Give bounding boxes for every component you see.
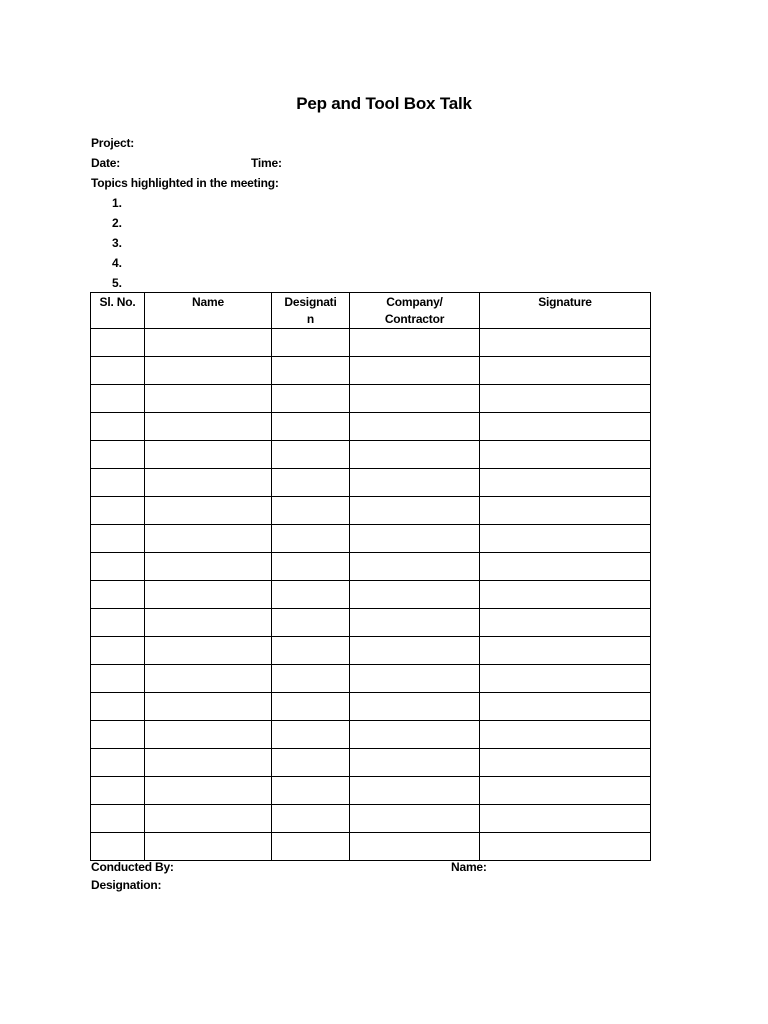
- cell-signature[interactable]: [480, 581, 651, 609]
- table-row: [91, 777, 651, 805]
- header-sl-no: Sl. No.: [91, 293, 145, 329]
- cell-designation[interactable]: [272, 805, 350, 833]
- topic-item: 1.: [112, 196, 123, 210]
- cell-sl-no[interactable]: [91, 497, 145, 525]
- cell-sl-no[interactable]: [91, 581, 145, 609]
- cell-signature[interactable]: [480, 469, 651, 497]
- cell-name[interactable]: [145, 777, 272, 805]
- project-label: Project:: [91, 136, 135, 150]
- header-designation-line1: Designati: [284, 295, 337, 309]
- cell-name[interactable]: [145, 525, 272, 553]
- cell-sl-no[interactable]: [91, 805, 145, 833]
- cell-designation[interactable]: [272, 329, 350, 357]
- table-row: [91, 637, 651, 665]
- table-row: [91, 329, 651, 357]
- topics-list: [112, 195, 122, 295]
- table-row: [91, 385, 651, 413]
- table-row: [91, 665, 651, 693]
- cell-signature[interactable]: [480, 749, 651, 777]
- table-body: [91, 329, 651, 861]
- cell-sl-no[interactable]: [91, 525, 145, 553]
- cell-signature[interactable]: [480, 777, 651, 805]
- cell-signature[interactable]: [480, 665, 651, 693]
- cell-sl-no[interactable]: [91, 637, 145, 665]
- cell-signature[interactable]: [480, 553, 651, 581]
- cell-designation[interactable]: [272, 833, 350, 861]
- designation-label: Designation:: [91, 878, 162, 892]
- cell-company[interactable]: [350, 609, 480, 637]
- cell-signature[interactable]: [480, 609, 651, 637]
- cell-company[interactable]: [350, 693, 480, 721]
- cell-name[interactable]: [145, 805, 272, 833]
- cell-name[interactable]: [145, 469, 272, 497]
- cell-sl-no[interactable]: [91, 385, 145, 413]
- cell-signature[interactable]: [480, 385, 651, 413]
- cell-sl-no[interactable]: [91, 413, 145, 441]
- cell-sl-no[interactable]: [91, 357, 145, 385]
- cell-sl-no[interactable]: [91, 693, 145, 721]
- cell-sl-no[interactable]: [91, 329, 145, 357]
- table-row: [91, 525, 651, 553]
- cell-signature[interactable]: [480, 805, 651, 833]
- cell-name[interactable]: [145, 497, 272, 525]
- table-row: [91, 497, 651, 525]
- cell-company[interactable]: [350, 777, 480, 805]
- cell-name[interactable]: [145, 329, 272, 357]
- header-designation: [272, 293, 350, 329]
- page-title: Pep and Tool Box Talk: [296, 94, 472, 113]
- cell-signature[interactable]: [480, 525, 651, 553]
- cell-designation[interactable]: [272, 497, 350, 525]
- topics-label: Topics highlighted in the meeting:: [91, 176, 279, 190]
- cell-company[interactable]: [350, 357, 480, 385]
- cell-sl-no[interactable]: [91, 441, 145, 469]
- cell-designation[interactable]: [272, 385, 350, 413]
- cell-company[interactable]: [350, 637, 480, 665]
- cell-company[interactable]: [350, 665, 480, 693]
- cell-company[interactable]: [350, 749, 480, 777]
- table-row: [91, 441, 651, 469]
- cell-signature[interactable]: [480, 497, 651, 525]
- cell-sl-no[interactable]: [91, 609, 145, 637]
- topic-item: 3.: [112, 236, 123, 250]
- cell-sl-no[interactable]: [91, 777, 145, 805]
- topic-item: 4.: [112, 256, 123, 270]
- header-company-line1: Company/: [386, 295, 443, 309]
- cell-company[interactable]: [350, 413, 480, 441]
- topic-item: 2.: [112, 216, 123, 230]
- table-row: [91, 357, 651, 385]
- cell-name[interactable]: [145, 665, 272, 693]
- table-row: [91, 553, 651, 581]
- cell-sl-no[interactable]: [91, 749, 145, 777]
- cell-company[interactable]: [350, 805, 480, 833]
- cell-designation[interactable]: [272, 609, 350, 637]
- cell-name[interactable]: [145, 609, 272, 637]
- cell-designation[interactable]: [272, 525, 350, 553]
- table-row: [91, 721, 651, 749]
- name-label: Name:: [451, 860, 487, 874]
- table-row: [91, 833, 651, 861]
- table-row: [91, 805, 651, 833]
- cell-name[interactable]: [145, 749, 272, 777]
- cell-designation[interactable]: [272, 693, 350, 721]
- time-label: Time:: [251, 156, 282, 170]
- cell-designation[interactable]: [272, 721, 350, 749]
- cell-designation[interactable]: [272, 441, 350, 469]
- header-company-line2: Contractor: [384, 312, 445, 326]
- table-header-row: [91, 293, 651, 329]
- cell-designation[interactable]: [272, 581, 350, 609]
- cell-name[interactable]: [145, 721, 272, 749]
- table-row: [91, 413, 651, 441]
- cell-signature[interactable]: [480, 693, 651, 721]
- cell-designation[interactable]: [272, 749, 350, 777]
- attendance-table: [90, 292, 651, 861]
- cell-name[interactable]: [145, 413, 272, 441]
- cell-signature[interactable]: [480, 721, 651, 749]
- date-label: Date:: [91, 156, 121, 170]
- header-name: Name: [145, 293, 272, 329]
- cell-company[interactable]: [350, 721, 480, 749]
- cell-sl-no[interactable]: [91, 721, 145, 749]
- table-row: [91, 609, 651, 637]
- cell-signature[interactable]: [480, 329, 651, 357]
- cell-company[interactable]: [350, 329, 480, 357]
- cell-name[interactable]: [145, 581, 272, 609]
- table-row: [91, 749, 651, 777]
- header-designation-line2: n: [306, 312, 315, 326]
- cell-designation[interactable]: [272, 469, 350, 497]
- cell-company[interactable]: [350, 525, 480, 553]
- cell-designation[interactable]: [272, 777, 350, 805]
- cell-company[interactable]: [350, 469, 480, 497]
- cell-company[interactable]: [350, 385, 480, 413]
- cell-signature[interactable]: [480, 637, 651, 665]
- cell-sl-no[interactable]: [91, 469, 145, 497]
- table-row: [91, 469, 651, 497]
- cell-sl-no[interactable]: [91, 553, 145, 581]
- cell-name[interactable]: [145, 357, 272, 385]
- cell-name[interactable]: [145, 553, 272, 581]
- table-row: [91, 581, 651, 609]
- topic-item: 5.: [112, 276, 123, 290]
- cell-name[interactable]: [145, 637, 272, 665]
- cell-signature[interactable]: [480, 413, 651, 441]
- table-row: [91, 693, 651, 721]
- header-signature: Signature: [480, 293, 651, 329]
- cell-signature[interactable]: [480, 833, 651, 861]
- cell-name[interactable]: [145, 833, 272, 861]
- cell-name[interactable]: [145, 385, 272, 413]
- cell-signature[interactable]: [480, 357, 651, 385]
- cell-company[interactable]: [350, 497, 480, 525]
- cell-designation[interactable]: [272, 553, 350, 581]
- cell-name[interactable]: [145, 693, 272, 721]
- cell-company[interactable]: [350, 581, 480, 609]
- cell-sl-no[interactable]: [91, 665, 145, 693]
- header-company: [350, 293, 480, 329]
- cell-company[interactable]: [350, 441, 480, 469]
- cell-company[interactable]: [350, 553, 480, 581]
- cell-designation[interactable]: [272, 357, 350, 385]
- cell-company[interactable]: [350, 833, 480, 861]
- cell-designation[interactable]: [272, 637, 350, 665]
- conducted-by-label: Conducted By:: [91, 860, 174, 874]
- cell-designation[interactable]: [272, 665, 350, 693]
- cell-name[interactable]: [145, 441, 272, 469]
- cell-sl-no[interactable]: [91, 833, 145, 861]
- cell-signature[interactable]: [480, 441, 651, 469]
- cell-designation[interactable]: [272, 413, 350, 441]
